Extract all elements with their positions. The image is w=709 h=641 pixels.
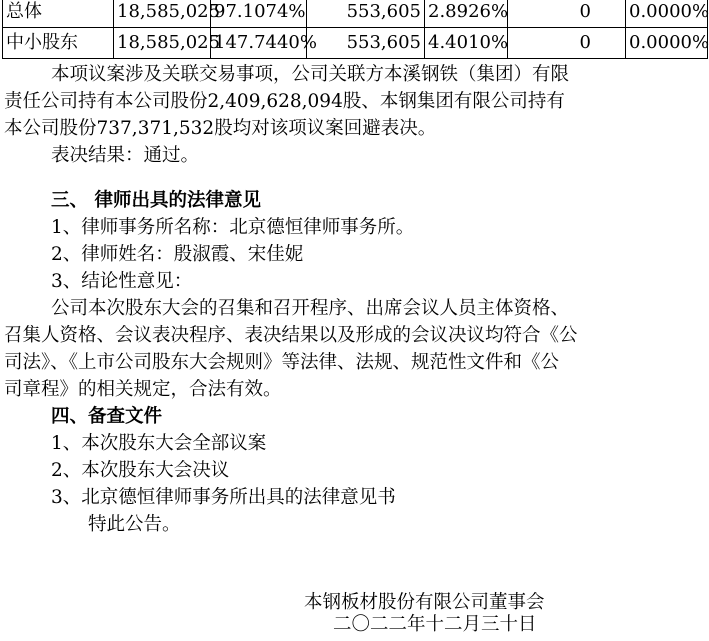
conclusion-label-item: 3、结论性意见： <box>51 271 193 292</box>
legal-opinion-line-1: 公司本次股东大会的召集和召开程序、出席会议人员主体资格、 <box>51 298 570 319</box>
legal-opinion-line-4: 司章程》的相关规定，合法有效。 <box>4 379 282 400</box>
against-shares-cell: 553,605 <box>307 28 425 59</box>
reference-doc-item-2: 2、本次股东大会决议 <box>51 460 230 481</box>
agree-shares-cell: 18,585,025 <box>114 0 211 28</box>
legal-opinion-line-3: 司法》、《上市公司股东大会规则》等法律、法规、规范性文件和《公 <box>4 352 560 373</box>
vote-result-table <box>2 0 708 59</box>
related-party-paragraph-line-2: 责任公司持有本公司股份2,409,628,094股、本钢集团有限公司持有 <box>4 91 565 112</box>
related-party-paragraph-line-1: 本项议案涉及关联交易事项，公司关联方本溪钢铁（集团）有限 <box>51 64 570 85</box>
against-shares-cell: 553,605 <box>307 0 425 28</box>
agree-pct-cell: 97.1074% <box>211 0 307 28</box>
related-party-paragraph-line-3: 本公司股份737,371,532股均对该项议案回避表决。 <box>4 118 437 139</box>
closing-text: 特此公告。 <box>88 514 181 535</box>
abstain-pct-cell: 0.0000% <box>626 0 708 28</box>
legal-opinion-line-2: 召集人资格、会议表决程序、表决结果以及形成的会议决议均符合《公 <box>4 325 578 346</box>
signature-company: 本钢板材股份有限公司董事会 <box>304 592 545 613</box>
table-row <box>3 0 708 28</box>
abstain-shares-cell: 0 <box>508 0 626 28</box>
against-pct-cell: 2.8926% <box>425 0 508 28</box>
against-pct-cell: 4.4010% <box>425 28 508 59</box>
agree-pct-cell: 147.7440% <box>211 28 307 59</box>
agree-shares-cell: 18,585,025 <box>114 28 211 59</box>
abstain-pct-cell: 0.0000% <box>626 28 708 59</box>
reference-doc-item-3: 3、北京德恒律师事务所出具的法律意见书 <box>51 487 396 508</box>
vote-result-text: 表决结果：通过。 <box>51 145 200 166</box>
category-cell: 中小股东 <box>3 28 114 59</box>
abstain-shares-cell: 0 <box>508 28 626 59</box>
lawyer-names-item: 2、律师姓名：殷淑霞、宋佳妮 <box>51 244 304 265</box>
category-cell: 总体 <box>3 0 114 28</box>
signature-date: 二〇二二年十二月三十日 <box>333 614 537 635</box>
reference-doc-item-1: 1、本次股东大会全部议案 <box>51 433 267 454</box>
lawfirm-name-item: 1、律师事务所名称：北京德恒律师事务所。 <box>51 217 415 238</box>
section-3-heading: 三、 律师出具的法律意见 <box>51 190 261 211</box>
table-row <box>3 28 708 59</box>
section-4-heading: 四、备查文件 <box>51 406 163 427</box>
